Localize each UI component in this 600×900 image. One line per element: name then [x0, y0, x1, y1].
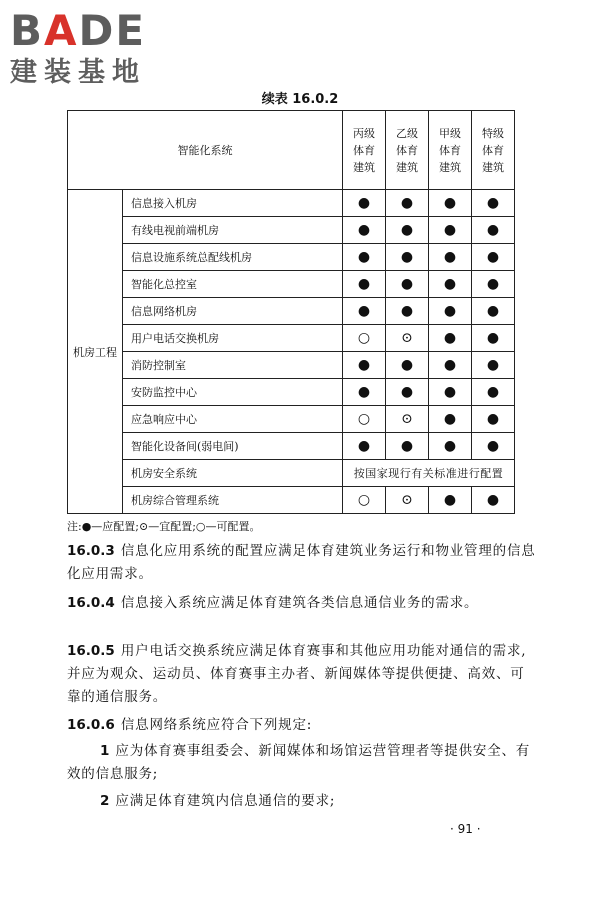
required-mark-icon: ● — [343, 244, 386, 271]
list-item-2: 2 应满足体育建筑内信息通信的要求; — [100, 793, 336, 809]
row-label: 机房安全系统 — [123, 460, 343, 487]
row-label: 智能化设备间(弱电间) — [123, 433, 343, 460]
row-label: 机房综合管理系统 — [123, 487, 343, 514]
merged-config-note: 按国家现行有关标准进行配置 — [343, 460, 515, 487]
required-mark-icon: ● — [386, 433, 429, 460]
required-mark-icon: ● — [386, 298, 429, 325]
table-row — [68, 244, 515, 271]
header-title: 智能化系统 — [68, 111, 343, 190]
page-number: · 91 · — [450, 822, 481, 836]
group-label: 机房工程 — [68, 190, 123, 514]
table-row — [68, 379, 515, 406]
required-mark-icon: ● — [429, 379, 472, 406]
clause-16-0-5: 16.0.5 用户电话交换系统应满足体育赛事和其他应用功能对通信的需求,并应为观众、运动员、体育赛事主办者、新闻媒体等提供便捷、高效、可靠的通信服务。 — [67, 643, 527, 705]
row-label: 信息设施系统总配线机房 — [123, 244, 343, 271]
level-header-a: 甲级 体育 建筑 — [429, 111, 472, 190]
row-label: 有线电视前端机房 — [123, 217, 343, 244]
required-mark-icon: ● — [343, 190, 386, 217]
optional-mark-icon: ○ — [343, 406, 386, 433]
required-mark-icon: ● — [343, 298, 386, 325]
required-mark-icon: ● — [386, 217, 429, 244]
required-mark-icon: ● — [343, 379, 386, 406]
logo-subtitle: 建装基地 — [10, 57, 146, 88]
system-config-table — [67, 110, 515, 514]
logo — [10, 8, 146, 90]
table-row — [68, 487, 515, 514]
required-mark-icon: ● — [472, 406, 515, 433]
row-label: 信息网络机房 — [123, 298, 343, 325]
row-label: 信息接入机房 — [123, 190, 343, 217]
logo-wordmark: BADE — [10, 6, 147, 55]
row-label: 智能化总控室 — [123, 271, 343, 298]
table-row — [68, 433, 515, 460]
required-mark-icon: ● — [429, 298, 472, 325]
required-mark-icon: ● — [472, 244, 515, 271]
required-mark-icon: ● — [472, 433, 515, 460]
required-mark-icon: ● — [386, 190, 429, 217]
row-label: 安防监控中心 — [123, 379, 343, 406]
required-mark-icon: ● — [472, 379, 515, 406]
table-row — [68, 271, 515, 298]
required-mark-icon: ● — [343, 352, 386, 379]
required-mark-icon: ● — [472, 352, 515, 379]
clause-16-0-6: 16.0.6 信息网络系统应符合下列规定: — [67, 717, 313, 733]
table-row — [68, 460, 515, 487]
table-row — [68, 325, 515, 352]
required-mark-icon: ● — [472, 325, 515, 352]
table-row — [68, 406, 515, 433]
required-mark-icon: ● — [429, 271, 472, 298]
required-mark-icon: ● — [472, 271, 515, 298]
recommended-mark-icon: ⊙ — [386, 406, 429, 433]
table-row — [68, 190, 515, 217]
required-mark-icon: ● — [472, 217, 515, 244]
table-row — [68, 352, 515, 379]
table-row — [68, 298, 515, 325]
optional-mark-icon: ○ — [343, 325, 386, 352]
required-mark-icon: ● — [386, 352, 429, 379]
level-header-special: 特级 体育 建筑 — [472, 111, 515, 190]
optional-mark-icon: ○ — [343, 487, 386, 514]
required-mark-icon: ● — [429, 325, 472, 352]
required-mark-icon: ● — [429, 433, 472, 460]
table-title: 续表 16.0.2 — [261, 92, 339, 107]
row-label: 消防控制室 — [123, 352, 343, 379]
required-mark-icon: ● — [386, 379, 429, 406]
required-mark-icon: ● — [429, 217, 472, 244]
required-mark-icon: ● — [429, 487, 472, 514]
required-mark-icon: ● — [429, 406, 472, 433]
required-mark-icon: ● — [343, 433, 386, 460]
recommended-mark-icon: ⊙ — [386, 325, 429, 352]
clause-16-0-3: 16.0.3 信息化应用系统的配置应满足体育建筑业务运行和物业管理的信息化应用需求。 — [67, 543, 536, 582]
row-label: 用户电话交换机房 — [123, 325, 343, 352]
level-header-b: 乙级 体育 建筑 — [386, 111, 429, 190]
table-header-row — [68, 111, 515, 190]
required-mark-icon: ● — [429, 352, 472, 379]
required-mark-icon: ● — [472, 487, 515, 514]
row-label: 应急响应中心 — [123, 406, 343, 433]
required-mark-icon: ● — [472, 190, 515, 217]
required-mark-icon: ● — [429, 244, 472, 271]
recommended-mark-icon: ⊙ — [386, 487, 429, 514]
required-mark-icon: ● — [386, 244, 429, 271]
clause-16-0-4: 16.0.4 信息接入系统应满足体育建筑各类信息通信业务的需求。 — [67, 595, 479, 611]
required-mark-icon: ● — [429, 190, 472, 217]
table-note: 注:●—应配置;⊙—宜配置;○—可配置。 — [67, 520, 261, 533]
required-mark-icon: ● — [343, 271, 386, 298]
level-header-c: 丙级 体育 建筑 — [343, 111, 386, 190]
required-mark-icon: ● — [386, 271, 429, 298]
required-mark-icon: ● — [343, 217, 386, 244]
list-item-1: 1 应为体育赛事组委会、新闻媒体和场馆运营管理者等提供安全、有效的信息服务; — [67, 743, 531, 782]
required-mark-icon: ● — [472, 298, 515, 325]
table-row — [68, 217, 515, 244]
